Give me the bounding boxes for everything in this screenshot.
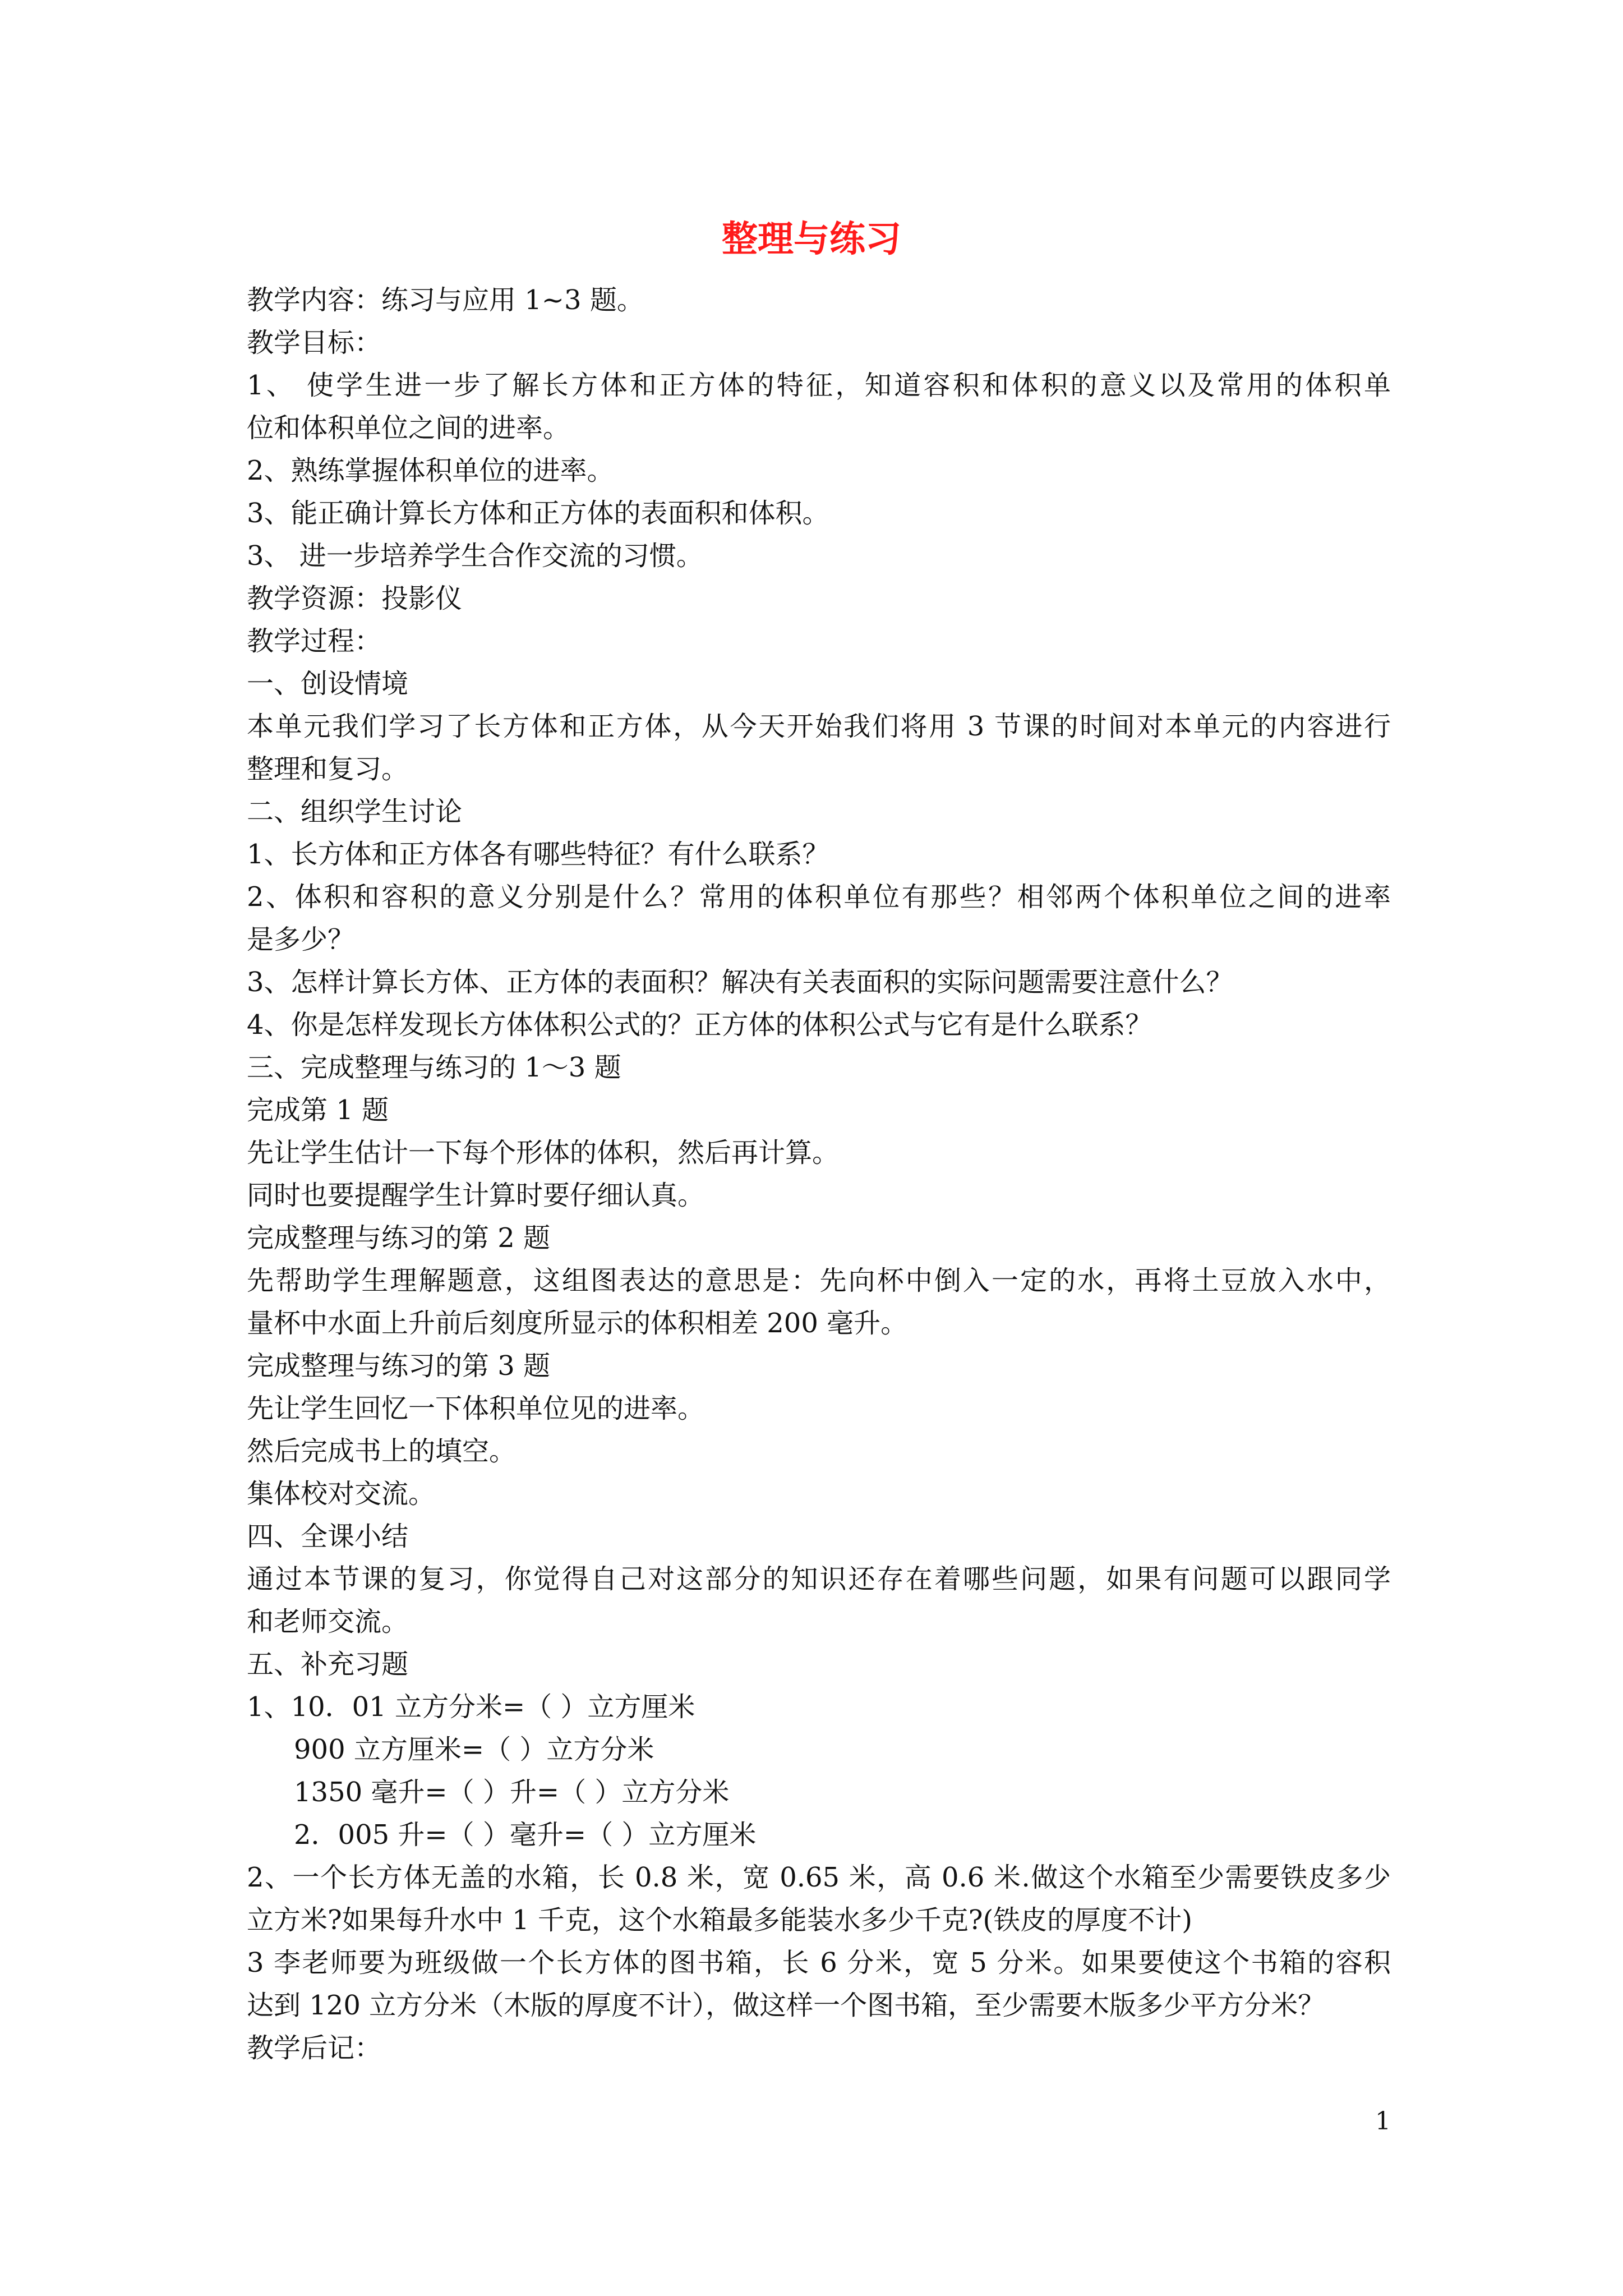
document-title: 整理与练习 (722, 219, 901, 260)
text-line: 教学过程： (247, 625, 382, 657)
exercise-line: 1、10．01 立方分米=（ ）立方厘米 (247, 1691, 695, 1723)
document-body (247, 279, 1391, 2069)
text-line: 量杯中水面上升前后刻度所显示的体积相差 200 毫升。 (247, 1308, 908, 1339)
text-line: 然后完成书上的填空。 (247, 1435, 517, 1467)
section-heading: 二、组织学生讨论 (247, 796, 463, 827)
page-number: 1 (1375, 2107, 1391, 2136)
exercise-line: 900 立方厘米=（ ）立方分米 (294, 1734, 654, 1765)
text-line: 完成整理与练习的第 2 题 (247, 1222, 551, 1254)
text-line: 3、怎样计算长方体、正方体的表面积？解决有关表面积的实际问题需要注意什么？ (247, 967, 1233, 998)
text-line: 整理和复习。 (247, 753, 409, 785)
section-heading: 三、完成整理与练习的 1～3 题 (247, 1052, 621, 1083)
text-line: 完成整理与练习的第 3 题 (247, 1350, 551, 1382)
exercise-line: 达到 120 立方分米（木版的厚度不计），做这样一个图书箱，至少需要木版多少平方分米？ (247, 1990, 1325, 2021)
text-line: 先让学生估计一下每个形体的体积，然后再计算。 (247, 1137, 840, 1168)
text-line: 完成第 1 题 (247, 1094, 389, 1126)
text-line: 教学目标： (247, 327, 382, 358)
text-line: 2、体积和容积的意义分别是什么？常用的体积单位有那些？相邻两个体积单位之间的进率 (247, 881, 1391, 913)
text-line: 教学后记： (247, 2032, 382, 2064)
text-line: 教学资源：投影仪 (247, 583, 463, 614)
text-line: 3、能正确计算长方体和正方体的表面积和体积。 (247, 498, 829, 529)
text-line: 通过本节课的复习，你觉得自己对这部分的知识还存在着哪些问题，如果有问题可以跟同学 (247, 1563, 1391, 1595)
text-line: 先帮助学生理解题意，这组图表达的意思是：先向杯中倒入一定的水，再将土豆放入水中， (247, 1265, 1391, 1296)
exercise-line: 1350 毫升=（ ）升=（ ）立方分米 (294, 1777, 730, 1808)
text-line: 1、长方体和正方体各有哪些特征？有什么联系？ (247, 839, 829, 870)
exercise-line: 2．005 升=（ ）毫升=（ ）立方厘米 (294, 1819, 757, 1851)
text-line: 位和体积单位之间的进率。 (247, 412, 570, 444)
exercise-line: 2、一个长方体无盖的水箱，长 0.8 米，宽 0.65 米，高 0.6 米.做这个水箱至少需要铁皮多少 (247, 1862, 1391, 1893)
exercise-line: 立方米?如果每升水中 1 千克，这个水箱最多能装水多少千克?(铁皮的厚度不计) (247, 1904, 1192, 1936)
exercise-line: 3 李老师要为班级做一个长方体的图书箱，长 6 分米，宽 5 分米。如果要使这个书箱的容积 (247, 1947, 1391, 1978)
text-line: 同时也要提醒学生计算时要仔细认真。 (247, 1180, 705, 1211)
text-line: 先让学生回忆一下体积单位见的进率。 (247, 1393, 705, 1424)
section-heading: 四、全课小结 (247, 1521, 409, 1552)
text-line: 本单元我们学习了长方体和正方体，从今天开始我们将用 3 节课的时间对本单元的内容进行 (247, 711, 1391, 742)
text-line: 和老师交流。 (247, 1606, 409, 1637)
text-line: 1、 使学生进一步了解长方体和正方体的特征，知道容积和体积的意义以及常用的体积单 (247, 370, 1391, 401)
section-heading: 一、创设情境 (247, 668, 409, 700)
text-line: 3、 进一步培养学生合作交流的习惯。 (247, 540, 703, 572)
text-line: 教学内容：练习与应用 1~3 题。 (247, 284, 644, 316)
text-line: 集体校对交流。 (247, 1478, 436, 1510)
text-line: 是多少？ (247, 924, 355, 955)
text-line: 2、熟练掌握体积单位的进率。 (247, 455, 614, 486)
text-line: 4、你是怎样发现长方体体积公式的？正方体的体积公式与它有是什么联系？ (247, 1009, 1152, 1041)
section-heading: 五、补充习题 (247, 1649, 409, 1680)
